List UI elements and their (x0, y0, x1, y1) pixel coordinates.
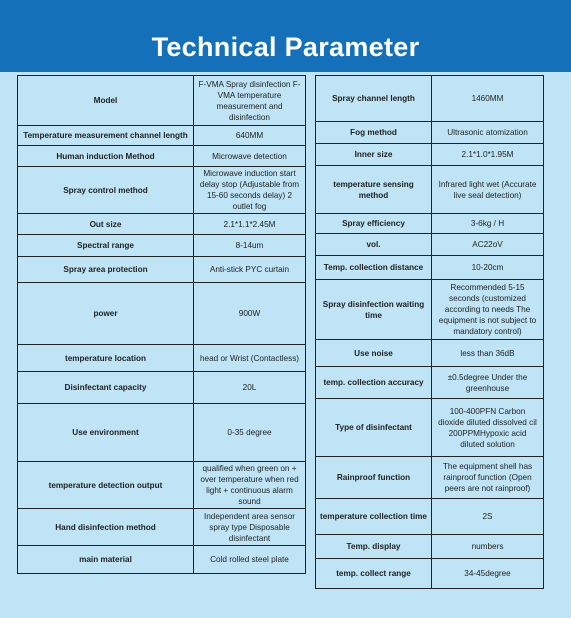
parameter-label: Disinfectant capacity (18, 372, 194, 404)
right-parameter-table (315, 75, 544, 589)
parameter-value: 2.1*1.1*2.45M (194, 214, 306, 235)
parameter-label: Out size (18, 214, 194, 235)
parameter-value: Microwave detection (194, 146, 306, 167)
parameter-label: Temperature measurement channel length (18, 126, 194, 146)
left-row (18, 76, 306, 126)
left-row (18, 214, 306, 235)
right-row (316, 256, 544, 280)
parameter-label: Model (18, 76, 194, 126)
right-row (316, 122, 544, 144)
parameter-label: Spray control method (18, 167, 194, 214)
parameter-value: Infrared light wet (Accurate live seal detection) (432, 166, 544, 214)
parameter-label: Fog method (316, 122, 432, 144)
parameter-value: 10-20cm (432, 256, 544, 280)
parameter-label: Spectral range (18, 235, 194, 257)
parameter-value: 2.1*1.0*1.95M (432, 144, 544, 166)
parameter-value: 34-45degree (432, 559, 544, 589)
left-row (18, 546, 306, 574)
parameter-label: Spray channel length (316, 76, 432, 122)
parameter-label: main material (18, 546, 194, 574)
parameter-value: qualified when green on + over temperature when red light + continuous alarm sound (194, 462, 306, 509)
left-row (18, 257, 306, 283)
left-row (18, 126, 306, 146)
left-row (18, 404, 306, 462)
right-row (316, 535, 544, 559)
parameter-value: 0-35 degree (194, 404, 306, 462)
left-parameter-table (17, 75, 306, 574)
parameter-value: 3-6kg / H (432, 214, 544, 234)
parameter-label: vol. (316, 234, 432, 256)
left-row (18, 462, 306, 509)
parameter-value: 2S (432, 499, 544, 535)
right-row (316, 399, 544, 457)
left-row (18, 235, 306, 257)
parameter-value: F‐VMA Spray disinfection F‐VMA temperature measurement and disinfection (194, 76, 306, 126)
parameter-value: Recommended 5-15 seconds (customized according to needs The equipment is not subject to mandatory control) (432, 280, 544, 340)
right-row (316, 340, 544, 367)
parameter-value: Cold rolled steel plate (194, 546, 306, 574)
parameter-value: 100-400PFN Carbon dioxide diluted dissolved cil 200PPMHypoxic acid diluted solution (432, 399, 544, 457)
parameter-label: temperature collection time (316, 499, 432, 535)
parameter-label: temperature location (18, 345, 194, 372)
title-banner (0, 0, 571, 72)
parameter-label: Spray disinfection waiting time (316, 280, 432, 340)
right-row (316, 280, 544, 340)
parameter-value: 8-14um (194, 235, 306, 257)
parameter-label: temperature detection output (18, 462, 194, 509)
parameter-label: Type of disinfectant (316, 399, 432, 457)
parameter-label: temp. collect range (316, 559, 432, 589)
parameter-value: Independent area sensor spray type Disposable disinfectant (194, 509, 306, 546)
left-row (18, 283, 306, 345)
parameter-label: Spray area protection (18, 257, 194, 283)
parameter-value: 900W (194, 283, 306, 345)
parameter-value: numbers (432, 535, 544, 559)
parameter-value: less than 36dB (432, 340, 544, 367)
parameter-label: power (18, 283, 194, 345)
parameter-label: temperature sensing method (316, 166, 432, 214)
parameter-label: Use environment (18, 404, 194, 462)
parameter-value: 640MM (194, 126, 306, 146)
right-row (316, 559, 544, 589)
right-row (316, 214, 544, 234)
parameter-value: ±0.5degree Under the greenhouse (432, 367, 544, 399)
parameter-value: The equipment shell has rainproof function (Open peers are not rainproof) (432, 457, 544, 499)
right-row (316, 234, 544, 256)
right-row (316, 144, 544, 166)
parameter-label: Temp. collection distance (316, 256, 432, 280)
parameter-value: Ultrasonic atomization (432, 122, 544, 144)
parameter-value: 20L (194, 372, 306, 404)
parameter-label: Use noise (316, 340, 432, 367)
parameter-value: head or Wrist (Contactless) (194, 345, 306, 372)
right-row (316, 457, 544, 499)
right-row (316, 367, 544, 399)
parameter-label: temp. collection accuracy (316, 367, 432, 399)
parameter-label: Inner size (316, 144, 432, 166)
left-row (18, 167, 306, 214)
right-row (316, 166, 544, 214)
parameter-label: Hand disinfection method (18, 509, 194, 546)
right-row (316, 76, 544, 122)
parameter-value: Microwave induction start delay stop (Adjustable from 15-60 seconds delay) 2 outlet fog (194, 167, 306, 214)
parameter-value: AC22oV (432, 234, 544, 256)
parameter-label: Rainproof function (316, 457, 432, 499)
parameter-label: Temp. display (316, 535, 432, 559)
left-row (18, 372, 306, 404)
parameter-label: Human induction Method (18, 146, 194, 167)
page-title: Technical Parameter (151, 32, 420, 62)
right-row (316, 499, 544, 535)
left-row (18, 146, 306, 167)
parameter-value: 1460MM (432, 76, 544, 122)
left-row (18, 509, 306, 546)
left-row (18, 345, 306, 372)
parameter-value: Anti-stick PYC curtain (194, 257, 306, 283)
parameter-label: Spray efficiency (316, 214, 432, 234)
